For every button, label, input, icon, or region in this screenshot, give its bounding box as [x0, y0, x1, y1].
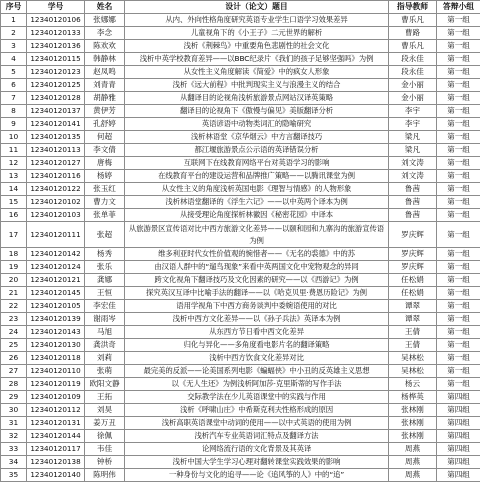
cell-name: 黄伊芳	[85, 105, 125, 118]
cell-no: 19	[1, 261, 27, 274]
cell-student-id: 12340120115	[27, 53, 85, 66]
cell-group: 第一组	[437, 66, 480, 79]
table-row	[1, 118, 480, 131]
cell-no: 23	[1, 313, 27, 326]
cell-title: 浅析林语堂《京华烟云》中方言翻译技巧	[125, 131, 389, 144]
table-row	[1, 40, 480, 53]
table-row	[1, 53, 480, 66]
cell-student-id: 12340120121	[27, 274, 85, 287]
cell-name: 姜万丑	[85, 417, 125, 430]
cell-title: 从女性主义角度解读《简爱》中的疯女人形象	[125, 66, 389, 79]
cell-student-id: 12340120110	[27, 365, 85, 378]
cell-title: 浅析《荆棘鸟》中重要角色悲剧性的社会文化	[125, 40, 389, 53]
cell-no: 20	[1, 274, 27, 287]
cell-student-id: 12340120128	[27, 92, 85, 105]
cell-title: 浅析中国大学生学习心理对翻转课堂实践效果的影响	[125, 456, 389, 469]
cell-name: 谢雨岑	[85, 313, 125, 326]
cell-student-id: 12340120130	[27, 339, 85, 352]
cell-name: 刘莉	[85, 352, 125, 365]
cell-student-id: 12340120102	[27, 196, 85, 209]
cell-student-id: 12340120140	[27, 469, 85, 482]
table-row	[1, 352, 480, 365]
table-row	[1, 92, 480, 105]
cell-no: 3	[1, 40, 27, 53]
cell-group: 第四组	[437, 469, 480, 482]
cell-group: 第一组	[437, 300, 480, 313]
cell-group: 第四组	[437, 404, 480, 417]
cell-title: 浅析《呼啸山庄》中希斯克利夫性格形成的原因	[125, 404, 389, 417]
cell-no: 11	[1, 144, 27, 157]
cell-student-id: 12340120117	[27, 443, 85, 456]
cell-group: 第一组	[437, 274, 480, 287]
cell-name: 龚洪奇	[85, 339, 125, 352]
cell-name: 陈欢欢	[85, 40, 125, 53]
cell-advisor: 吴林松	[389, 365, 437, 378]
cell-name: 张超	[85, 222, 125, 248]
cell-group: 第四组	[437, 430, 480, 443]
cell-name: 杨婷	[85, 170, 125, 183]
table-body	[1, 14, 480, 482]
cell-no: 32	[1, 430, 27, 443]
cell-advisor: 李宇	[389, 105, 437, 118]
cell-group: 第一组	[437, 118, 480, 131]
cell-name: 李文倩	[85, 144, 125, 157]
cell-advisor: 王倩	[389, 326, 437, 339]
cell-student-id: 12340120131	[27, 417, 85, 430]
cell-title: 互联网下在线教育网络平台对英语学习的影响	[125, 157, 389, 170]
header-advisor: 指导教师	[389, 1, 437, 14]
cell-name: 钟桥	[85, 456, 125, 469]
cell-advisor: 曹乐凡	[389, 14, 437, 27]
cell-group: 第一组	[437, 365, 480, 378]
table-row	[1, 339, 480, 352]
cell-group: 第一组	[437, 352, 480, 365]
table-row	[1, 27, 480, 40]
cell-name: 张玉红	[85, 183, 125, 196]
cell-student-id: 12340120106	[27, 14, 85, 27]
cell-title: 都江堰旅游景点公示语的英译错误分析	[125, 144, 389, 157]
table-header	[1, 1, 480, 14]
cell-advisor: 张林刚	[389, 417, 437, 430]
cell-advisor: 段永佳	[389, 66, 437, 79]
cell-student-id: 12340120111	[27, 222, 85, 248]
cell-title: 浅析高职英语课堂中动词的使用——以中式英语的使用为例	[125, 417, 389, 430]
cell-title: 翻译目的论视角下《傲慢与偏见》美版翻译分析	[125, 105, 389, 118]
cell-advisor: 周燕	[389, 456, 437, 469]
cell-name: 张乐	[85, 261, 125, 274]
cell-title: 从翻译目的论视角浅析旅游景点网站汉译英策略	[125, 92, 389, 105]
cell-group: 第一组	[437, 131, 480, 144]
cell-advisor: 金小丽	[389, 79, 437, 92]
cell-name: 李宏佳	[85, 300, 125, 313]
table-row	[1, 274, 480, 287]
cell-group: 第一组	[437, 157, 480, 170]
cell-student-id: 12340120113	[27, 144, 85, 157]
table-row	[1, 469, 480, 482]
cell-no: 8	[1, 105, 27, 118]
cell-title: 在线教育平台的建设运营和品牌推广策略——以腾讯课堂为例	[125, 170, 389, 183]
table-row	[1, 248, 480, 261]
cell-group: 第一组	[437, 27, 480, 40]
table-row	[1, 79, 480, 92]
cell-student-id: 12340120135	[27, 131, 85, 144]
cell-title: 从女性主义的角度浅析英国电影《理智与情感》的人物形象	[125, 183, 389, 196]
cell-no: 18	[1, 248, 27, 261]
table-row	[1, 326, 480, 339]
table-row	[1, 183, 480, 196]
cell-title: 浅析《远大前程》中批判现实主义与浪漫主义的结合	[125, 79, 389, 92]
cell-advisor: 梁凡	[389, 144, 437, 157]
cell-student-id: 12340120137	[27, 105, 85, 118]
cell-no: 10	[1, 131, 27, 144]
cell-no: 28	[1, 378, 27, 391]
cell-name: 张娜娜	[85, 14, 125, 27]
cell-no: 25	[1, 339, 27, 352]
cell-title: 浅析汽车专业英语词汇特点及翻译方法	[125, 430, 389, 443]
cell-student-id: 12340120116	[27, 170, 85, 183]
table-row	[1, 287, 480, 300]
cell-name: 韦佳	[85, 443, 125, 456]
cell-student-id: 12340120144	[27, 430, 85, 443]
cell-no: 27	[1, 365, 27, 378]
cell-advisor: 罗庆辉	[389, 222, 437, 248]
cell-advisor: 刘文涛	[389, 157, 437, 170]
cell-advisor: 周燕	[389, 443, 437, 456]
cell-student-id: 12340120136	[27, 40, 85, 53]
table-row	[1, 170, 480, 183]
cell-no: 30	[1, 404, 27, 417]
cell-name: 唐梅	[85, 157, 125, 170]
cell-student-id: 12340120145	[27, 287, 85, 300]
cell-name: 马旭	[85, 326, 125, 339]
cell-title: 儿童视角下的《小王子》二元世界的解析	[125, 27, 389, 40]
cell-student-id: 12340120125	[27, 79, 85, 92]
cell-no: 2	[1, 27, 27, 40]
cell-advisor: 曹路	[389, 27, 437, 40]
cell-student-id: 12340120141	[27, 118, 85, 131]
table-row	[1, 404, 480, 417]
table-row	[1, 391, 480, 404]
cell-advisor: 吴林松	[389, 352, 437, 365]
cell-no: 34	[1, 456, 27, 469]
table-row	[1, 157, 480, 170]
table-row	[1, 300, 480, 313]
header-group: 答辩小组	[437, 1, 480, 14]
cell-advisor: 李宇	[389, 118, 437, 131]
table-row	[1, 14, 480, 27]
table-row	[1, 417, 480, 430]
cell-group: 第一组	[437, 287, 480, 300]
header-name: 姓名	[85, 1, 125, 14]
cell-group: 第一组	[437, 222, 480, 248]
cell-name: 刘昊	[85, 404, 125, 417]
cell-advisor: 杨桦英	[389, 391, 437, 404]
cell-group: 第四组	[437, 391, 480, 404]
table-row	[1, 105, 480, 118]
cell-title: 交际教学法在少儿英语课堂中的实践与作用	[125, 391, 389, 404]
cell-title: 由汉语人群中的“遛鸟现象”来看中英两国文化中宠物观念的异同	[125, 261, 389, 274]
cell-student-id: 12340120139	[27, 313, 85, 326]
cell-name: 张单菲	[85, 209, 125, 222]
cell-title: 维多利亚时代女性价值观的惋惜者——《无名的裘德》中的苏	[125, 248, 389, 261]
cell-no: 15	[1, 196, 27, 209]
cell-name: 赵凤鸣	[85, 66, 125, 79]
cell-no: 12	[1, 157, 27, 170]
cell-group: 第一组	[437, 248, 480, 261]
cell-title: 从旅游景区宣传语对比中西方旅游文化差异——以颐和园和九寨沟的旅游宣传语为例	[125, 222, 389, 248]
cell-student-id: 12340120118	[27, 352, 85, 365]
cell-student-id: 12340120143	[27, 326, 85, 339]
cell-title: 一种身份与文化的追寻——论《追风筝的人》中的“追”	[125, 469, 389, 482]
cell-title: 英语谚语中动物类词汇的隐喻研究	[125, 118, 389, 131]
table-row	[1, 209, 480, 222]
cell-name: 张萌	[85, 365, 125, 378]
cell-name: 胡静雅	[85, 92, 125, 105]
cell-name: 何超	[85, 131, 125, 144]
cell-advisor: 张林刚	[389, 404, 437, 417]
cell-name: 欧阳文静	[85, 378, 125, 391]
cell-no: 6	[1, 79, 27, 92]
cell-title: 从接受理论角度探析林徽因《秘密花园》中译本	[125, 209, 389, 222]
cell-no: 4	[1, 53, 27, 66]
cell-student-id: 12340120105	[27, 300, 85, 313]
cell-name: 龚娜	[85, 274, 125, 287]
header-row	[1, 1, 480, 14]
cell-advisor: 梁凡	[389, 131, 437, 144]
cell-title: 语用学视角下中西方商务谈判中委婉语使用的对比	[125, 300, 389, 313]
table-row	[1, 378, 480, 391]
cell-student-id: 12340120109	[27, 391, 85, 404]
cell-title: 以《无人生还》为例浅析阿加莎·克里斯蒂的写作手法	[125, 378, 389, 391]
cell-advisor: 段永佳	[389, 53, 437, 66]
cell-student-id: 12340120127	[27, 157, 85, 170]
table-row	[1, 456, 480, 469]
cell-student-id: 12340120122	[27, 183, 85, 196]
table-row	[1, 144, 480, 157]
cell-group: 第一组	[437, 105, 480, 118]
cell-student-id: 12340120112	[27, 404, 85, 417]
header-no: 序号	[1, 1, 27, 14]
cell-no: 31	[1, 417, 27, 430]
cell-advisor: 任松娟	[389, 274, 437, 287]
cell-title: 浅析中英学校教育差异——以BBC纪录片《我们的孩子足够坚强吗》为例	[125, 53, 389, 66]
cell-no: 14	[1, 183, 27, 196]
cell-group: 第一组	[437, 378, 480, 391]
header-student-id: 学号	[27, 1, 85, 14]
cell-name: 王恒	[85, 287, 125, 300]
cell-name: 孔舒婷	[85, 118, 125, 131]
cell-group: 第一组	[437, 326, 480, 339]
cell-no: 16	[1, 209, 27, 222]
cell-advisor: 王倩	[389, 339, 437, 352]
cell-no: 1	[1, 14, 27, 27]
cell-advisor: 刘文涛	[389, 170, 437, 183]
cell-group: 第一组	[437, 261, 480, 274]
cell-title: 跨文化视角下翻译技巧及文化因素的研究——以《西游记》为例	[125, 274, 389, 287]
cell-no: 9	[1, 118, 27, 131]
cell-advisor: 鲁茜	[389, 183, 437, 196]
table-row	[1, 443, 480, 456]
table-row	[1, 261, 480, 274]
cell-group: 第一组	[437, 339, 480, 352]
cell-no: 35	[1, 469, 27, 482]
cell-student-id: 12340120124	[27, 261, 85, 274]
cell-advisor: 谭翠	[389, 300, 437, 313]
cell-group: 第一组	[437, 183, 480, 196]
cell-name: 刘青青	[85, 79, 125, 92]
cell-no: 13	[1, 170, 27, 183]
cell-student-id: 12340120123	[27, 66, 85, 79]
cell-no: 21	[1, 287, 27, 300]
cell-name: 陈明伟	[85, 469, 125, 482]
cell-student-id: 12340120142	[27, 248, 85, 261]
cell-group: 第四组	[437, 417, 480, 430]
cell-group: 第一组	[437, 92, 480, 105]
table-row	[1, 196, 480, 209]
cell-title: 最完美的反派——论美国系列电影《蝙蝠侠》中小丑的反英雄主义思想	[125, 365, 389, 378]
cell-group: 第一组	[437, 196, 480, 209]
cell-title: 归化与异化——多角度看电影片名的翻译策略	[125, 339, 389, 352]
cell-name: 李念	[85, 27, 125, 40]
cell-group: 第一组	[437, 14, 480, 27]
cell-name: 韩静林	[85, 53, 125, 66]
header-title: 设计（论文）题目	[125, 1, 389, 14]
cell-group: 第一组	[437, 79, 480, 92]
cell-group: 第一组	[437, 313, 480, 326]
cell-name: 王拓	[85, 391, 125, 404]
table-row	[1, 66, 480, 79]
cell-title: 探究英汉互译中比喻手法的翻译——以《哈克贝里·费恩历险记》为例	[125, 287, 389, 300]
cell-group: 第一组	[437, 53, 480, 66]
cell-no: 5	[1, 66, 27, 79]
cell-advisor: 张林刚	[389, 430, 437, 443]
cell-group: 第一组	[437, 144, 480, 157]
cell-group: 第一组	[437, 209, 480, 222]
cell-advisor: 罗庆辉	[389, 248, 437, 261]
cell-no: 22	[1, 300, 27, 313]
cell-advisor: 谭翠	[389, 313, 437, 326]
cell-advisor: 曹乐凡	[389, 40, 437, 53]
table-row	[1, 430, 480, 443]
cell-title: 浅析中西方饮食文化差异对比	[125, 352, 389, 365]
cell-title: 从内、外向性格角度研究英语专业学生口语学习效果差异	[125, 14, 389, 27]
cell-advisor: 杨云	[389, 378, 437, 391]
cell-title: 从东西方节日看中西文化差异	[125, 326, 389, 339]
cell-group: 第一组	[437, 170, 480, 183]
table-row	[1, 222, 480, 248]
table-row	[1, 365, 480, 378]
cell-advisor: 鲁茜	[389, 196, 437, 209]
cell-advisor: 任松娟	[389, 287, 437, 300]
cell-group: 第四组	[437, 456, 480, 469]
cell-title: 论网络流行语的文化背景及其英译	[125, 443, 389, 456]
cell-no: 7	[1, 92, 27, 105]
cell-advisor: 罗庆辉	[389, 261, 437, 274]
cell-no: 29	[1, 391, 27, 404]
cell-name: 杨秀	[85, 248, 125, 261]
cell-no: 24	[1, 326, 27, 339]
cell-student-id: 12340120103	[27, 209, 85, 222]
table-row	[1, 131, 480, 144]
cell-group: 第一组	[437, 40, 480, 53]
cell-student-id: 12340120133	[27, 27, 85, 40]
cell-title: 浅析中西方文化差异——以《孙子兵法》英译本为例	[125, 313, 389, 326]
cell-advisor: 鲁茜	[389, 209, 437, 222]
cell-name: 曹力文	[85, 196, 125, 209]
table-row	[1, 313, 480, 326]
cell-student-id: 12340120138	[27, 456, 85, 469]
cell-no: 17	[1, 222, 27, 248]
cell-no: 33	[1, 443, 27, 456]
cell-student-id: 12340120119	[27, 378, 85, 391]
cell-no: 26	[1, 352, 27, 365]
cell-name: 徐佩	[85, 430, 125, 443]
cell-advisor: 金小丽	[389, 92, 437, 105]
cell-title: 浅析林语堂翻译的《浮生六记》——以中英两个译本为例	[125, 196, 389, 209]
cell-group: 第四组	[437, 443, 480, 456]
cell-advisor: 周燕	[389, 469, 437, 482]
